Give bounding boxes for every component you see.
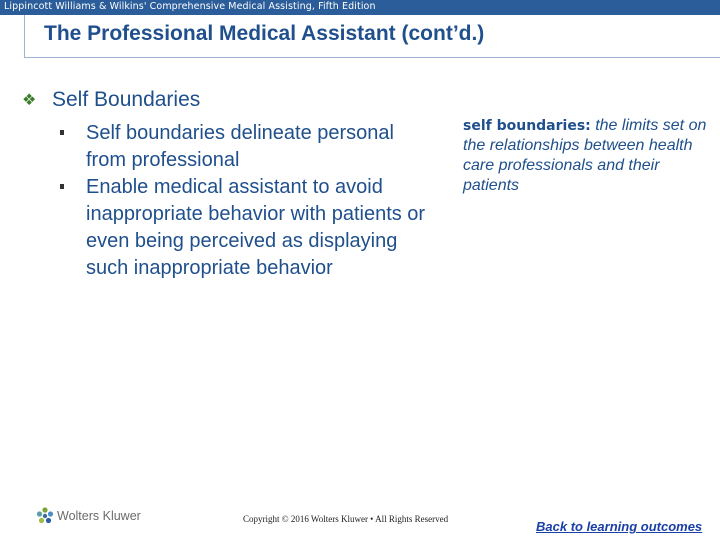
book-title: Lippincott Williams & Wilkins' Comprehensive Medical Assisting, Fifth Edition [4, 1, 376, 12]
list-item [60, 174, 432, 282]
definition-box [463, 116, 711, 196]
copyright-notice: Copyright © 2016 Wolters Kluwer • All Rights Reserved [243, 514, 449, 524]
section-heading: Self Boundaries [52, 88, 201, 111]
page-title: The Professional Medical Assistant (cont’d.) [44, 22, 485, 45]
square-bullet-icon [60, 184, 64, 189]
logo-text: Wolters Kluwer [57, 509, 141, 523]
back-to-outcomes-link[interactable]: Back to learning outcomes [536, 519, 703, 534]
bullet-text: Self boundaries delineate personal from professional [86, 122, 394, 171]
bullet-text: Enable medical assistant to avoid inappropriate behavior with patients or even being perceived as displaying such inappropriate behavior [86, 176, 426, 279]
wolters-kluwer-logo-icon [36, 507, 54, 525]
definition-text: the limits set on the relationships between health care professionals and their patients [463, 117, 707, 194]
publisher-logo [36, 507, 141, 525]
top-band [0, 0, 720, 15]
bullet-list [60, 120, 432, 282]
list-item [60, 120, 432, 174]
definition-term: self boundaries: [463, 118, 591, 134]
diamond-bullet-icon: ❖ [22, 92, 37, 109]
square-bullet-icon [60, 130, 64, 135]
